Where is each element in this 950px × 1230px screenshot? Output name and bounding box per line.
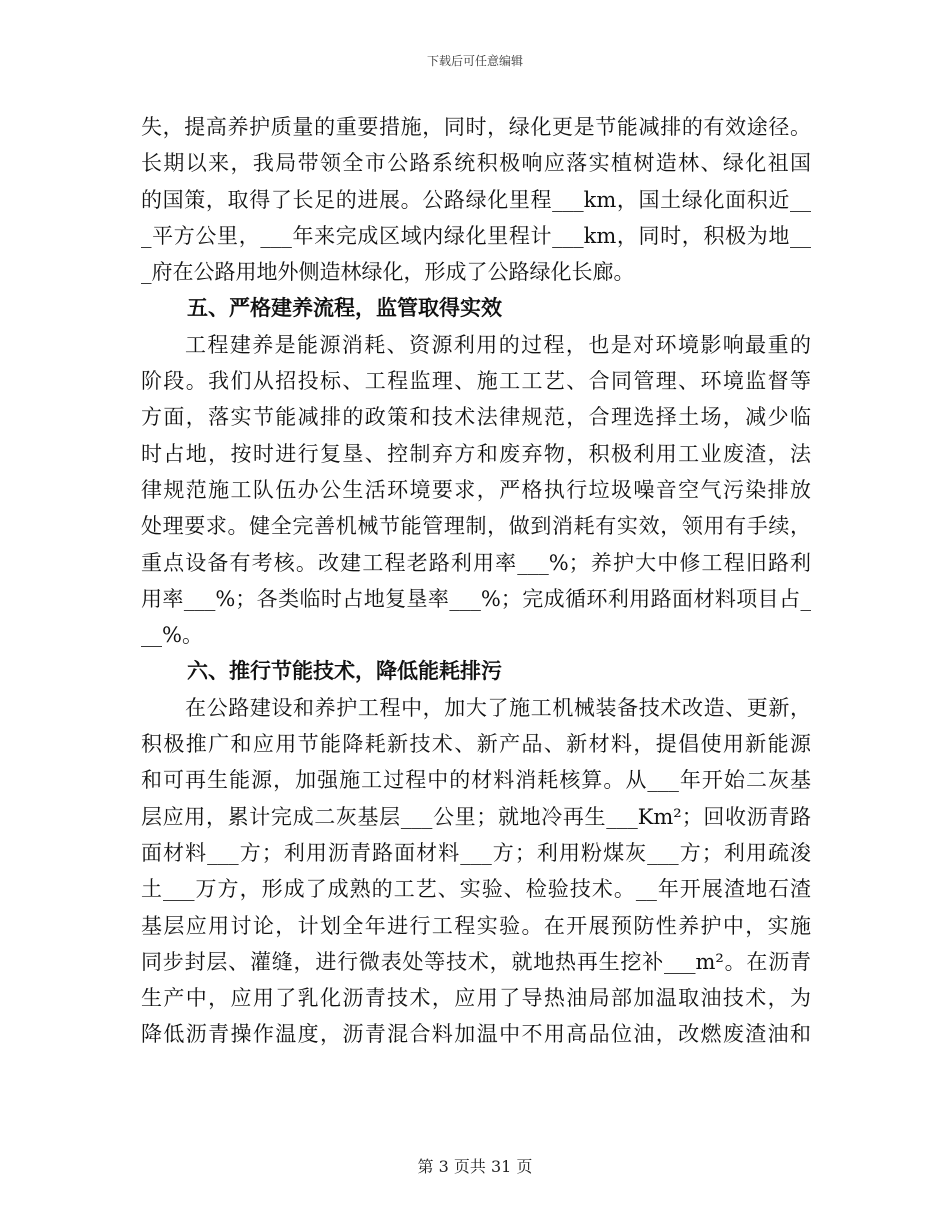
document-body: [141, 109, 811, 1053]
paragraph-line: 生产中，应用了乳化沥青技术，应用了导热油局部加温取油技术，为: [141, 986, 811, 1011]
paragraph-line: 阶段。我们从招投标、工程监理、施工工艺、合同管理、环境监督等: [141, 369, 811, 394]
paragraph-line: 同步封层、灌缝，进行微表处等技术，就地热再生挖补___m²。在沥青: [141, 949, 811, 974]
paragraph-line: 长期以来，我局带领全市公路系统积极响应落实植树造林、绿化祖国: [141, 151, 811, 176]
section-heading: 五、严格建养流程，监管取得实效: [187, 295, 502, 321]
paragraph-line: 土___万方，形成了成熟的工艺、实验、检验技术。__年开展渣地石渣: [141, 877, 811, 902]
paragraph-line: 基层应用讨论，计划全年进行工程实验。在开展预防性养护中，实施: [141, 913, 811, 938]
paragraph-last-line: __%。: [141, 623, 203, 648]
paragraph-line: 积极推广和应用节能降耗新技术、新产品、新材料，提倡使用新能源: [141, 732, 811, 757]
paragraph-first-line: 在公路建设和养护工程中，加大了施工机械装备技术改造、更新，: [185, 695, 811, 720]
paragraph-first-line: 工程建养是能源消耗、资源利用的过程，也是对环境影响最重的: [185, 332, 811, 357]
paragraph-line: 用率___%；各类临时占地复垦率___%；完成循环利用路面材料项目占_: [141, 586, 811, 611]
paragraph-line: _平方公里，___年来完成区域内绿化里程计___km，同时，积极为地__: [141, 223, 811, 248]
page-header: 下载后可任意编辑: [426, 54, 523, 68]
section-heading: 六、推行节能技术，降低能耗排污: [187, 658, 502, 684]
paragraph-line: 的国策，取得了长足的进展。公路绿化里程___km，国土绿化面积近__: [141, 187, 811, 212]
paragraph-line: 失，提高养护质量的重要措施，同时，绿化更是节能减排的有效途径。: [141, 115, 811, 139]
paragraph-line: 面材料___方；利用沥青路面材料___方；利用粉煤灰___方；利用疏浚: [141, 840, 811, 865]
page-footer: 第 3 页共 31 页: [417, 1157, 533, 1176]
paragraph-line: 律规范施工队伍办公生活环境要求，严格执行垃圾噪音空气污染排放: [141, 477, 811, 502]
paragraph-line: 重点设备有考核。改建工程老路利用率___%；养护大中修工程旧路利: [141, 550, 811, 575]
paragraph-line: 降低沥青操作温度，沥青混合料加温中不用高品位油，改燃废渣油和: [141, 1022, 811, 1047]
paragraph-line: 方面，落实节能减排的政策和技术法律规范，合理选择土场，减少临: [141, 405, 811, 430]
paragraph-last-line: _府在公路用地外侧造林绿化，形成了公路绿化长廊。: [141, 260, 635, 285]
paragraph-line: 时占地，按时进行复垦、控制弃方和废弃物，积极利用工业废渣，法: [141, 441, 811, 466]
paragraph-line: 处理要求。健全完善机械节能管理制，做到消耗有实效，领用有手续，: [141, 514, 811, 539]
paragraph-line: 和可再生能源，加强施工过程中的材料消耗核算。从___年开始二灰基: [141, 768, 811, 793]
paragraph-line: 层应用，累计完成二灰基层___公里；就地冷再生___Km²；回收沥青路: [141, 804, 811, 829]
